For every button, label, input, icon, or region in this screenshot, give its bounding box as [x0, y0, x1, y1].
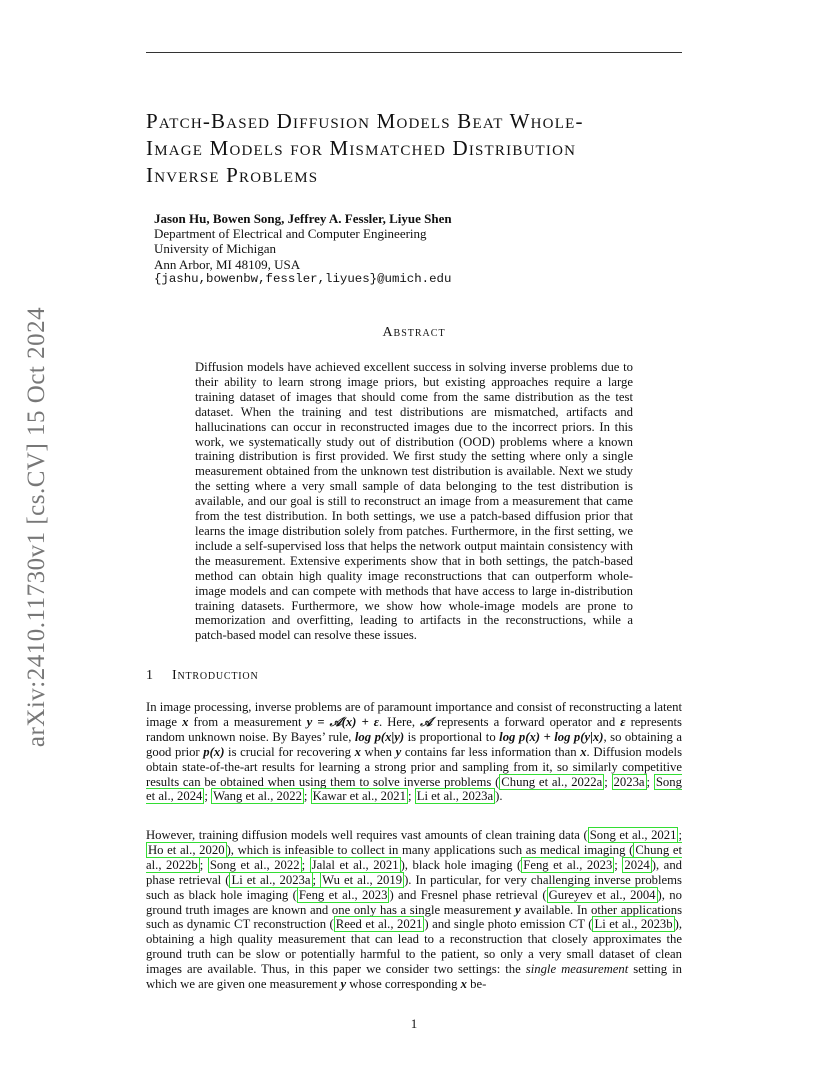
- citation-link[interactable]: Wu et al., 2019: [322, 872, 403, 887]
- author-emails: {jashu,bowenbw,fessler,liyues}@umich.edu: [154, 271, 452, 286]
- section-number: 1: [146, 668, 154, 683]
- abstract-text: Diffusion models have achieved excellent success in solving inverse problems due to their ability to learn strong image priors, but existing approaches require a large training dataset of images that should come from the same distribution as the test dataset. When the training and test distributions are mismatched, artifacts and hallucinations can occur in reconstructed images due to the incorrect priors. In this work, we systematically study out of distribution (OOD) problems where a known training distribution is first provided. We first study the setting where only a single measurement obtained from the unknown test distribution is available. Next we study the setting where a very small sample of data belonging to the test distribution is available, and our goal is still to reconstruct an image from a measurement that came from the test distribution. In both settings, we use a patch-based diffusion prior that learns the image distribution solely from patches. Furthermore, in the first setting, we include a self-supervised loss that helps the network output maintain consistency with the measurement. Extensive experiments show that in both settings, the patch-based method can obtain high quality image reconstructions that can outperform whole-image models and can compete with methods that have access to large in-distribution training datasets. Furthermore, we show how whole-image models are prone to memorization and overfitting, leading to artifacts in the reconstructions, while a patch-based model can resolve these issues.: [195, 360, 633, 643]
- author-department: Department of Electrical and Computer Engineering: [154, 226, 427, 242]
- abstract-heading: Abstract: [382, 325, 446, 340]
- text: , so obtaining a good prior: [146, 729, 682, 759]
- text: ;: [604, 774, 612, 789]
- text: ), and phase retrieval (: [146, 857, 683, 887]
- text: represents a forward operator and: [432, 714, 621, 729]
- text: ;: [204, 789, 212, 804]
- page-number: 1: [410, 1016, 418, 1031]
- citation-link[interactable]: 2023a: [613, 774, 645, 789]
- math-x: x: [460, 977, 467, 992]
- citation-link[interactable]: Chung et al., 2022a: [501, 774, 603, 789]
- text: ;: [614, 857, 623, 872]
- text: ;: [678, 828, 682, 842]
- text: ;: [312, 872, 321, 887]
- text: ), which is infeasible to collect in many applications such as medical imaging (: [226, 842, 634, 857]
- citation-link[interactable]: Li et al., 2023a: [416, 789, 494, 804]
- citation-link[interactable]: Wang et al., 2022: [213, 789, 302, 804]
- text: However, training diffusion models well requires vast amounts of clean training data (: [146, 828, 588, 842]
- intro-paragraph-2: [146, 828, 682, 992]
- title-line: Inverse Problems: [146, 163, 319, 187]
- section-title: Introduction: [172, 668, 259, 683]
- text: available. In other applications such as dynamic CT reconstruction (: [146, 902, 683, 932]
- author-names: Jason Hu, Bowen Song, Jeffrey A. Fessler, Liyue Shen: [154, 211, 452, 226]
- title-line: Image Models for Mismatched Distribution: [146, 136, 577, 160]
- text: represents random unknown noise. By Bayes’ rule,: [146, 714, 682, 744]
- text: ), black hole imaging (: [400, 857, 522, 872]
- math-noise: ε: [620, 714, 626, 729]
- text: is proportional to: [404, 729, 500, 744]
- math-y: y: [514, 902, 521, 917]
- text: ).: [495, 789, 503, 804]
- author-address: Ann Arbor, MI 48109, USA: [154, 256, 301, 272]
- citation-link[interactable]: Feng et al., 2023: [523, 857, 613, 872]
- text: ;: [199, 857, 208, 872]
- citation-link[interactable]: Chung et al., 2022b: [146, 842, 682, 872]
- math-prior: p(x): [203, 744, 225, 759]
- text: from a measurement: [188, 714, 307, 729]
- math-operator: 𝒜: [420, 714, 433, 729]
- text: ). In particular, for very challenging inverse problems such as black hole imaging (: [146, 872, 682, 902]
- text: contains far less information than: [401, 744, 581, 759]
- math-y: y: [340, 977, 347, 992]
- text: setting in which we are given one measurement: [146, 962, 682, 992]
- section-heading: [146, 668, 258, 684]
- citation-link[interactable]: Song et al., 2021: [589, 828, 677, 842]
- text: ), obtaining a high quality measurement that can lead to a reconstruction that closely approximates the ground truth can be slow or potentially harmful to the patient, so only a very small dataset of clean images are available. Thus, in this paper we consider two settings: the: [146, 917, 683, 977]
- math-x: x: [580, 744, 587, 759]
- arxiv-identifier: arXiv:2410.11730v1 [cs.CV] 15 Oct 2024: [23, 306, 50, 748]
- citation-link[interactable]: 2024: [624, 857, 650, 872]
- citation-link[interactable]: Kawar et al., 2021: [312, 789, 406, 804]
- text: is crucial for recovering: [224, 744, 355, 759]
- text: ) and Fresnel phase retrieval (: [389, 887, 547, 902]
- author-university: University of Michigan: [154, 241, 277, 257]
- text: ;: [303, 789, 311, 804]
- title-line: Patch-Based Diffusion Models Beat Whole-: [146, 109, 584, 133]
- emphasis-term: single measurement: [525, 962, 629, 977]
- citation-link[interactable]: Feng et al., 2023: [298, 887, 388, 902]
- intro-paragraph-1: [146, 700, 682, 804]
- text: ;: [301, 857, 310, 872]
- text: ;: [646, 774, 654, 789]
- citation-link[interactable]: Li et al., 2023b: [594, 917, 673, 932]
- citation-link[interactable]: Song et al., 2022: [209, 857, 300, 872]
- math-posterior: log p(x|y): [354, 729, 405, 744]
- text: when: [360, 744, 396, 759]
- text: . Diffusion models obtain state-of-the-art results for learning a strong prior and sampling from it, so similarly competitive results can be obtained when using them to solve inverse problems (: [146, 744, 683, 789]
- paper-title: [146, 108, 686, 189]
- citation-link[interactable]: Ho et al., 2020: [148, 842, 225, 857]
- top-rule: [146, 52, 682, 53]
- citation-link[interactable]: Li et al., 2023a: [231, 872, 311, 887]
- citation-link[interactable]: Gureyev et al., 2004: [548, 887, 656, 902]
- text: ), no ground truth images are known and one only has a single measurement: [146, 887, 682, 917]
- text: be-: [466, 977, 487, 992]
- math-y: y: [395, 744, 402, 759]
- math-equation: y = 𝒜(x) + ε: [306, 714, 379, 729]
- citation-link[interactable]: Jalal et al., 2021: [311, 857, 399, 872]
- math-x: x: [354, 744, 361, 759]
- text: whose corresponding: [346, 977, 461, 992]
- author-block: [154, 211, 674, 287]
- text: ;: [408, 789, 415, 804]
- math-sum: log p(x) + log p(y|x): [499, 729, 604, 744]
- citation-link[interactable]: Reed et al., 2021: [335, 917, 423, 932]
- math-x: x: [182, 714, 189, 729]
- text: ) and single photo emission CT (: [424, 917, 593, 932]
- text: In image processing, inverse problems are of paramount importance and consist of reconstructing a latent image: [146, 700, 682, 729]
- citation-link[interactable]: Song et al., 2024: [146, 774, 682, 804]
- text: . Here,: [378, 714, 421, 729]
- arxiv-sidebar-stamp: [22, 292, 52, 762]
